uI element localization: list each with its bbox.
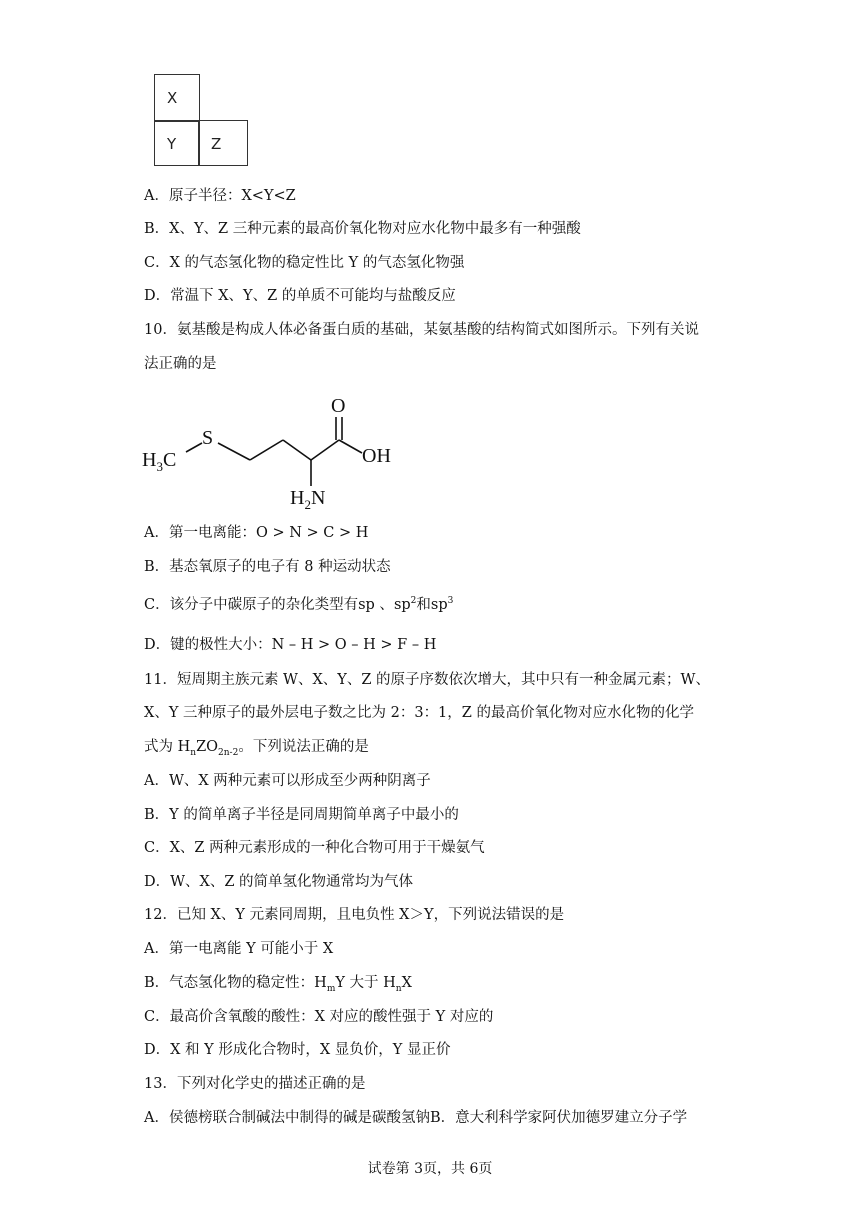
q11-option-c: C．X、Z 两种元素形成的一种化合物可用于干燥氨气: [144, 840, 485, 856]
cell-x-label: X: [167, 89, 178, 107]
q11-option-d: D．W、X、Z 的简单氢化物通常均为气体: [144, 874, 414, 890]
q10-option-c: C．该分子中碳原子的杂化类型有sp 、$sp^2$和$sp^3$: [144, 596, 454, 613]
q11-stem-line1: 11．短周期主族元素 W、X、Y、Z 的原子序数依次增大，其中只有一种金属元素；W、: [144, 672, 710, 688]
q12-option-d: D．X 和 Y 形成化合物时，X 显负价，Y 显正价: [144, 1042, 451, 1058]
q11-stem-line2: X、Y 三种原子的最外层电子数之比为 2：3：1，Z 的最高价氧化物对应水化物的化学: [144, 705, 694, 721]
bond-calpha-ccarboxyl: [311, 440, 339, 460]
q11-option-b: B．Y 的简单离子半径是同周期简单离子中最小的: [144, 807, 459, 823]
bond-c-s: [186, 443, 202, 452]
q13-stem: 13．下列对化学史的描述正确的是: [144, 1076, 366, 1092]
q11-stem-line3: 式为 $H_nZO_{2n-2}$。下列说法正确的是: [144, 739, 369, 758]
q9-option-c: C．X 的气态氢化物的稳定性比 Y 的气态氢化物强: [144, 255, 465, 271]
q13-option-a: A．侯德榜联合制碱法中制得的碱是碳酸氢钠: [144, 1110, 430, 1126]
q12-option-a: A．第一电离能 Y 可能小于 X: [144, 941, 334, 957]
cell-y-label: Y: [167, 135, 177, 153]
q9-option-b: B．X、Y、Z 三种元素的最高价氧化物对应水化物中最多有一种强酸: [144, 221, 581, 237]
q13-option-b: B．意大利科学家阿伏加德罗建立分子学: [429, 1110, 688, 1126]
amino-group: $H_2N$: [290, 487, 326, 510]
bond-ch2-calpha: [283, 440, 311, 460]
cell-x: [154, 74, 200, 122]
methionine-structure: [138, 388, 418, 510]
cell-y: [154, 120, 200, 166]
q10-option-d: D．键的极性大小：N – H > O – H > F – H: [144, 637, 437, 653]
page-footer: 试卷第 3页，共 6页: [367, 1161, 493, 1177]
q10-option-a: A．第一电离能：O > N > C > H: [144, 525, 369, 541]
q10-option-b: B．基态氧原子的电子有 8 种运动状态: [144, 559, 391, 575]
methyl-group: $H_3C$: [142, 449, 177, 474]
q13-options-row: [144, 1111, 687, 1126]
bond-s-ch2: [218, 443, 250, 460]
q12-option-c: C．最高价含氧酸的酸性：X 对应的酸性强于 Y 对应的: [144, 1009, 494, 1025]
q9-option-d: D．常温下 X、Y、Z 的单质不可能均与盐酸反应: [144, 288, 456, 304]
q9-option-a: A．原子半径：X<Y<Z: [144, 188, 296, 204]
cell-z: [198, 120, 248, 166]
q11-option-a: A．W、X 两种元素可以形成至少两种阴离子: [144, 773, 431, 789]
bond-ch2-ch2: [250, 440, 283, 460]
q12-option-b: B．气态氢化物的稳定性：$H_mY$ 大于 $H_nX$: [144, 975, 412, 994]
bond-c-oh: [339, 440, 362, 453]
cell-z-label: Z: [211, 135, 222, 153]
hydroxyl-group: OH: [362, 445, 391, 467]
q12-stem: 12．已知 X、Y 元素同周期，且电负性 X＞Y，下列说法错误的是: [144, 907, 565, 923]
q10-stem-line2: 法正确的是: [144, 356, 217, 372]
sulfur-atom: S: [202, 427, 214, 449]
carbonyl-oxygen: O: [331, 395, 346, 417]
q10-stem-line1: 10．氨基酸是构成人体必备蛋白质的基础，某氨基酸的结构简式如图所示。下列有关说: [144, 322, 699, 338]
